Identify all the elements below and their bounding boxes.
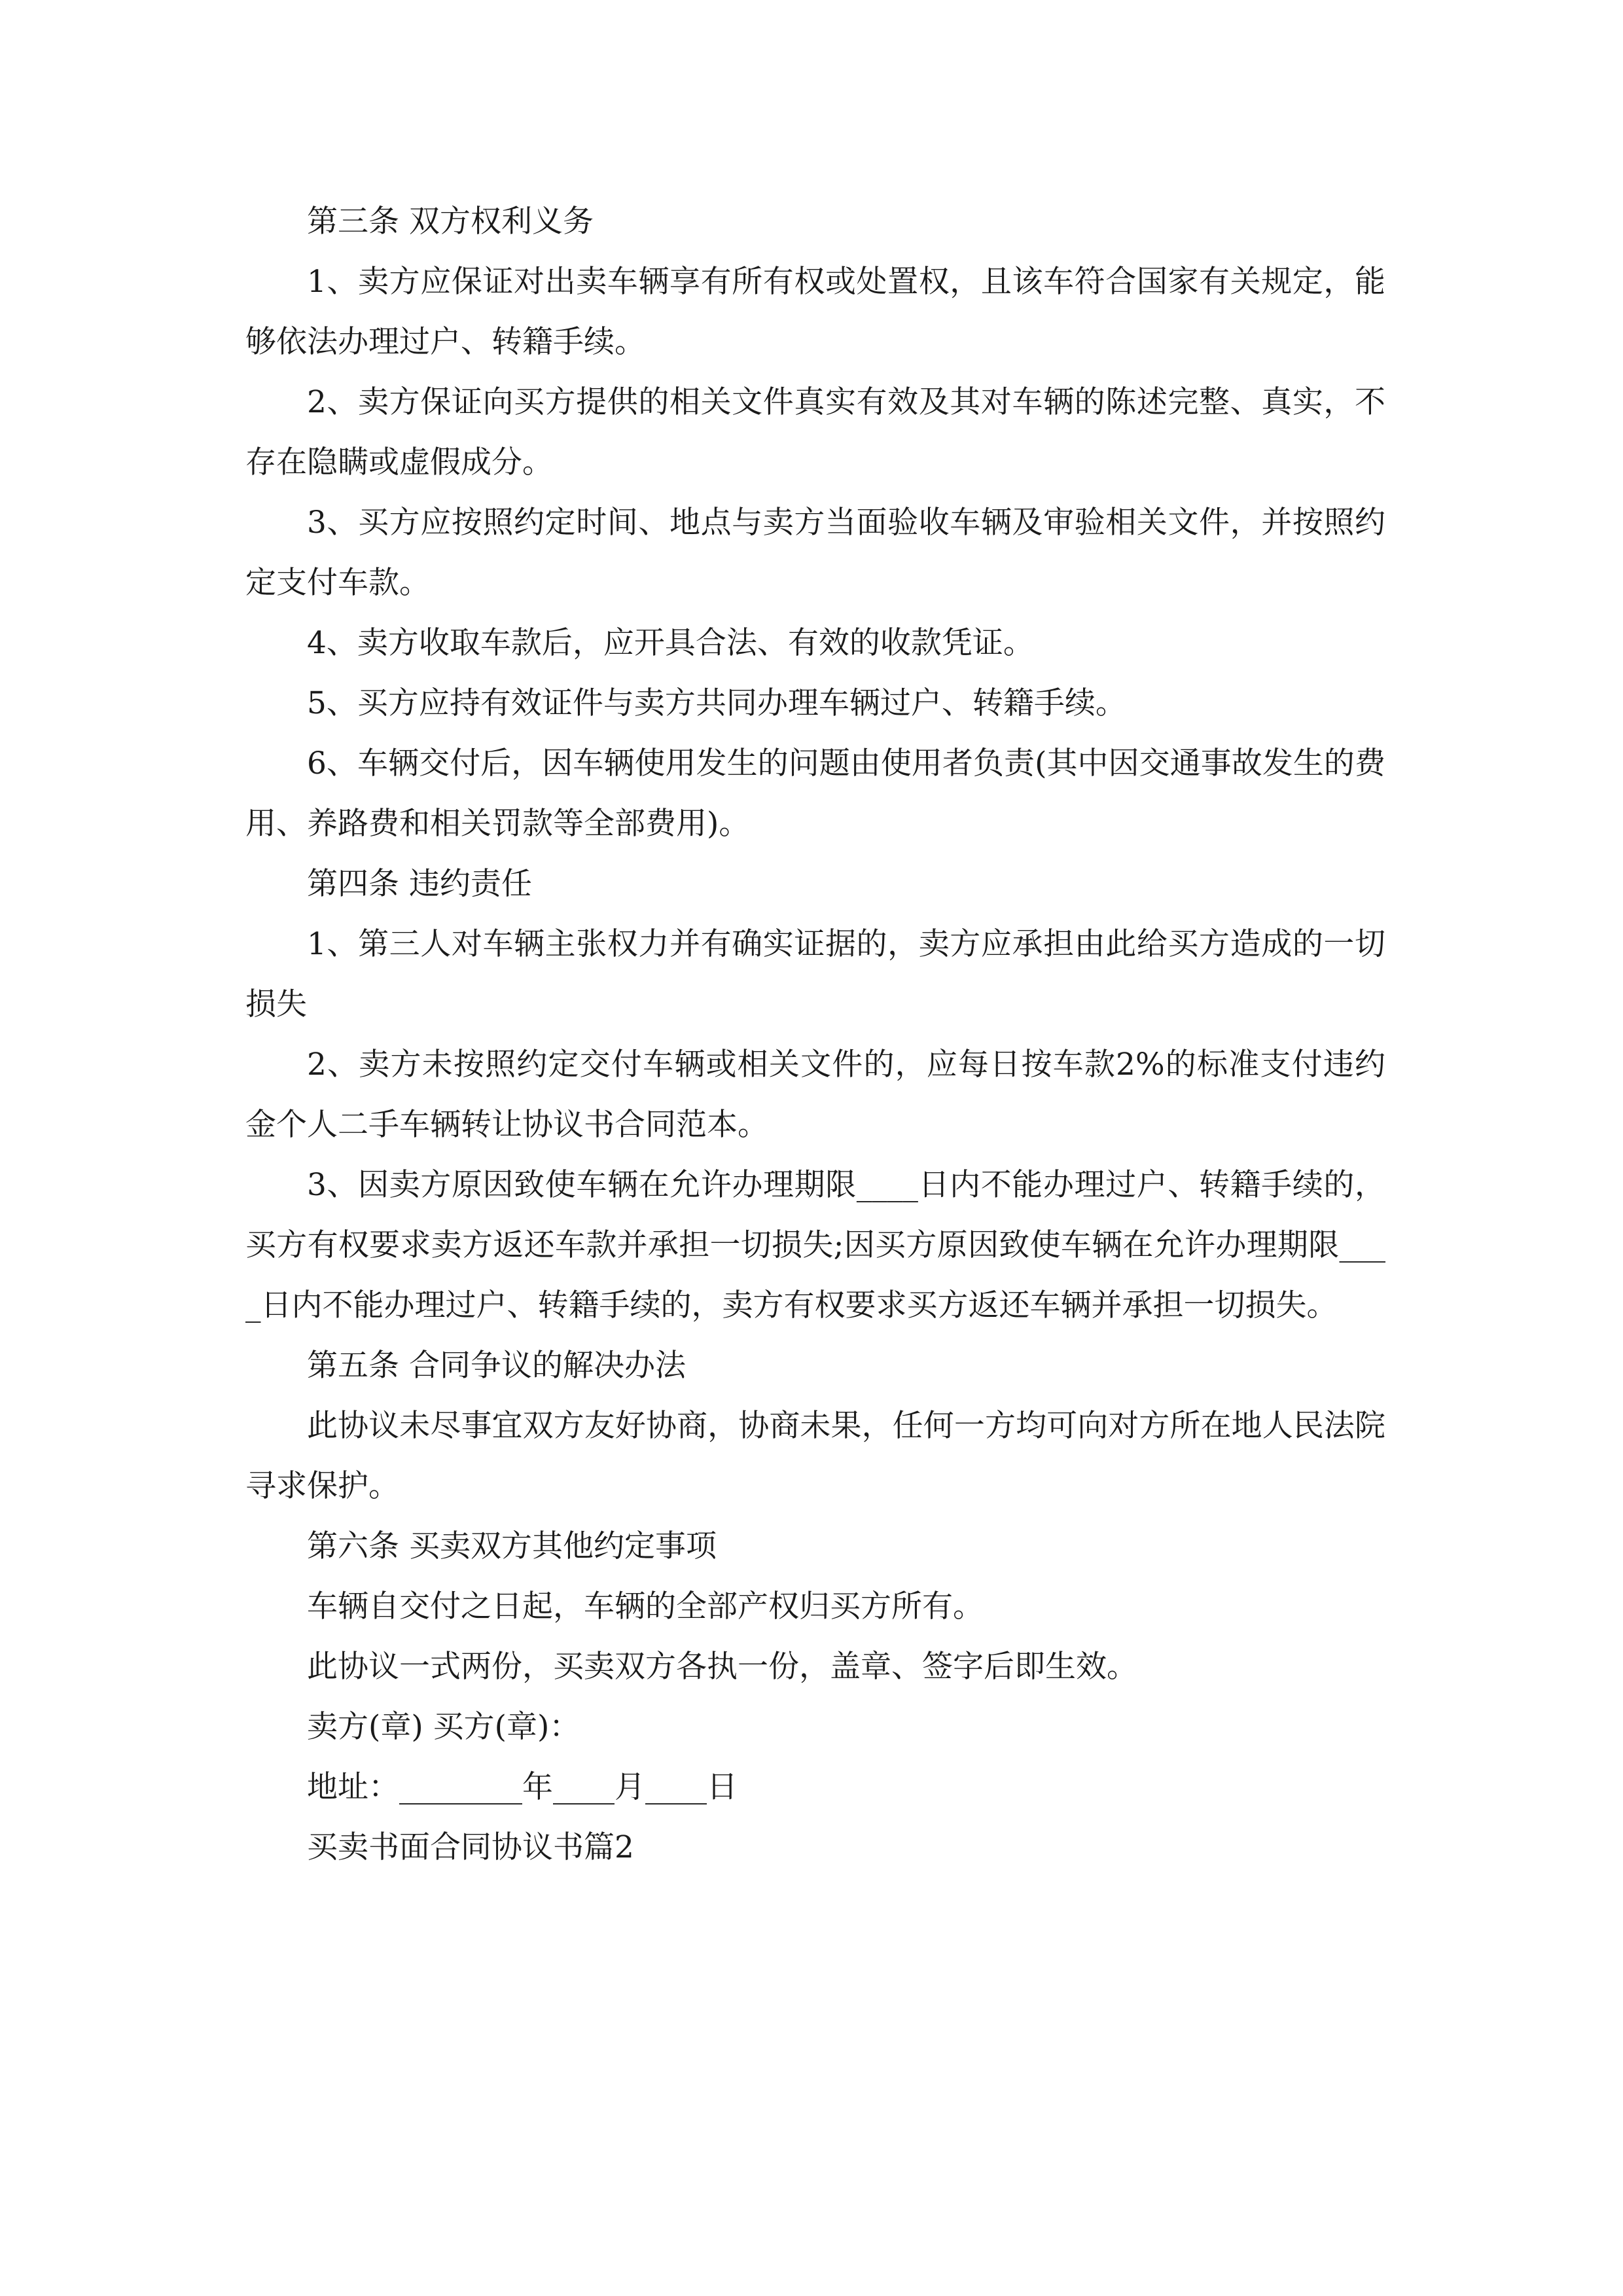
article-3-clause-5: 5、买方应持有效证件与卖方共同办理车辆过户、转籍手续。	[307, 685, 1126, 721]
article-3-clause-3: 3、买方应按照约定时间、地点与卖方当面验收车辆及审验相关文件，并按照约定支付车款。	[245, 505, 1385, 601]
article-4-clause-2: 2、卖方未按照约定交付车辆或相关文件的，应每日按车款2%的标准支付违约金个人二手车辆转让协议书合同范本。	[245, 1047, 1385, 1143]
document-body	[245, 192, 1385, 1878]
article-4-clause-3: 3、因卖方原因致使车辆在允许办理期限____日内不能办理过户、转籍手续的，买方有权要求卖方返还车款并承担一切损失;因买方原因致使车辆在允许办理期限____日内不能办理过户、转籍手续的，卖方有权要求买方返还车辆并承担一切损失。	[245, 1167, 1385, 1323]
signature-line: 卖方(章) 买方(章)：	[307, 1709, 580, 1745]
article-5-heading: 第五条 合同争议的解决办法	[307, 1348, 686, 1384]
article-4-clause-1: 1、第三人对车辆主张权力并有确实证据的，卖方应承担由此给买方造成的一切损失	[245, 926, 1385, 1022]
article-5-body: 此协议未尽事宜双方友好协商，协商未果，任何一方均可向对方所在地人民法院寻求保护。	[245, 1408, 1385, 1504]
article-3-clause-1: 1、卖方应保证对出卖车辆享有所有权或处置权，且该车符合国家有关规定，能够依法办理过户、转籍手续。	[245, 264, 1385, 360]
next-section-title: 买卖书面合同协议书篇2	[307, 1829, 634, 1865]
article-3-heading: 第三条 双方权利义务	[307, 204, 594, 240]
article-3-clause-2: 2、卖方保证向买方提供的相关文件真实有效及其对车辆的陈述完整、真实，不存在隐瞒或虚假成分。	[245, 384, 1385, 480]
article-3-clause-6: 6、车辆交付后，因车辆使用发生的问题由使用者负责(其中因交通事故发生的费用、养路费和相关罚款等全部费用)。	[245, 745, 1385, 842]
article-3-clause-4: 4、卖方收取车款后，应开具合法、有效的收款凭证。	[307, 625, 1034, 661]
article-4-heading: 第四条 违约责任	[307, 866, 532, 902]
article-6-heading: 第六条 买卖双方其他约定事项	[307, 1528, 717, 1564]
article-6-body-2: 此协议一式两份，买卖双方各执一份，盖章、签字后即生效。	[307, 1649, 1137, 1685]
article-6-body-1: 车辆自交付之日起，车辆的全部产权归买方所有。	[307, 1588, 984, 1624]
address-date-line: 地址：________年____月____日	[307, 1769, 738, 1805]
